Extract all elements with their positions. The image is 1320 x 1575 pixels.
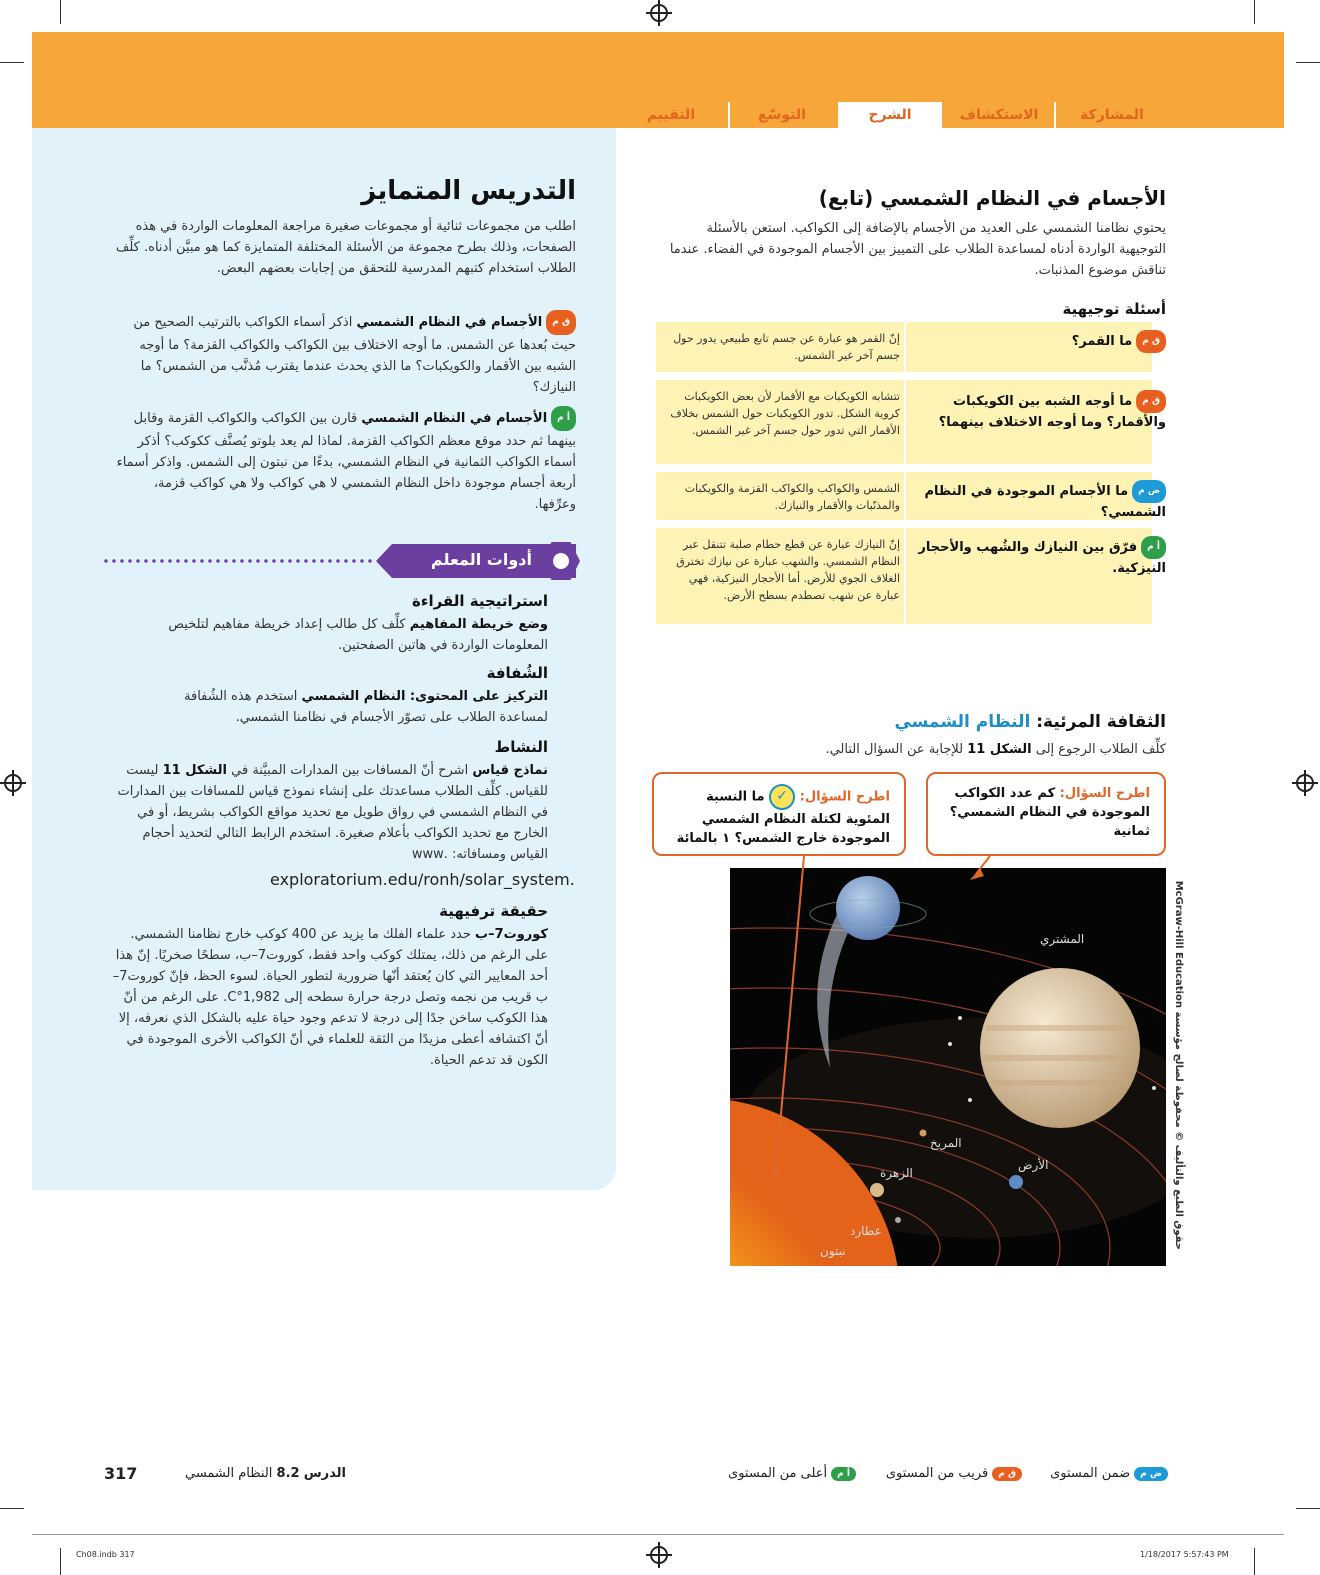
- level-badge: أ م: [831, 1467, 856, 1481]
- callout-arrows: [640, 850, 1000, 1180]
- answer-3: الشمس والكواكب والكواكب القزمة والكويكبات والمذنّبات والأقمار والنيازك.: [684, 482, 900, 512]
- transparency-body: استخدم هذه الشُفافة لمساعدة الطلاب على تصوّر الأجسام في نظامنا الشمسي.: [184, 689, 548, 725]
- dotted-divider: [102, 559, 376, 563]
- question-3: [912, 480, 1166, 522]
- answer-2: تتشابه الكويكبات مع الأقمار لأن بعض الكويكبات كروية الشكل. تدور الكويكبات حول الشمس بخلاف الأقمار التي تدور حول جسم آخر غير الشمس.: [670, 390, 900, 437]
- column-divider: [904, 322, 906, 372]
- label-mercury: عطارد: [850, 1224, 882, 1238]
- ask-text: ما النسبة المئوية لكتلة النظام الشمسي الموجودة خارج الشمس؟ ١ بالمائة: [676, 789, 890, 846]
- crop-mark: [1254, 0, 1255, 24]
- slug-line: [32, 1534, 1284, 1535]
- level-badge: أ م: [551, 406, 576, 431]
- sidebar-item-beyond: [110, 406, 576, 515]
- answer-1: إنّ القمر هو عبارة عن جسم تابع طبيعي يدور حول جسم آخر غير الشمس.: [673, 332, 900, 362]
- tab-divider: [728, 102, 730, 128]
- question-4: [912, 536, 1166, 578]
- reading-heading: استراتيجية القراءة: [411, 592, 548, 610]
- level-badge: ق م: [546, 310, 576, 335]
- level-badge: ض م: [1132, 480, 1166, 503]
- question-2: [912, 390, 1166, 432]
- visual-topic: النظام الشمسي: [894, 712, 1031, 732]
- tab-divider: [1054, 102, 1056, 128]
- exploratorium-link[interactable]: exploratorium.edu/ronh/solar_system.: [270, 870, 575, 889]
- tab-elaborate[interactable]: التوسّع: [758, 107, 806, 123]
- legend-approaching: [872, 1466, 1022, 1481]
- visual-lead: الثقافة المرئية:: [1036, 712, 1166, 732]
- crop-mark: [0, 62, 24, 63]
- instruction-a: كلِّف الطلاب الرجوع إلى: [1031, 742, 1166, 757]
- figure-ref: الشكل 11: [162, 763, 227, 778]
- instruction-b: للإجابة عن السؤال التالي.: [825, 742, 968, 757]
- ask-question-box-1: [926, 772, 1166, 856]
- label-jupiter: المشتري: [1040, 932, 1085, 946]
- crop-mark: [60, 1548, 61, 1575]
- level-badge: أ م: [1141, 536, 1166, 559]
- fun-fact-body: حدد علماء الفلك ما يزيد عن 400 كوكب خارج نظامنا الشمسي. على الرغم من ذلك، يمتلك كوكب واحد فقط، كوروت7–ب، سطحًا صخريًا. إنّ هذا أحد المعايير التي كان يُعتقد أنّها ضرورية لتطور الحياة. لسوء الحظ، فإنّ كوروت7–ب قريب من نجمه وتصل درجة حرارة سطحه إلى 1,982°C. على الرغم من أنّ هذا الكوكب ساخن جدًا إلى درجة لا تدعم وجود حياة عليه بالشكل الذي نعرفه، إلا أنّ اكتشافه أعطى مزيدًا من الثقة للعلماء في أنّ الكواكب الأخرى الموجودة في الكون قد تدعم الحياة.: [112, 927, 548, 1068]
- label-earth: الأرض: [1018, 1158, 1049, 1172]
- item-text: قارن بين الكواكب والكواكب القزمة وقابل بينهما ثم حدد موقع معظم الكواكب القزمة. لماذا لم يعد بلوتو يُصنَّف ككوكب؟ أذكر أسماء الكواكب الثمانية في النظام الشمسي، بدءًا من نبتون إلى الشمس. واذكر أسماء أربعة أجسام موجودة داخل النظام الشمسي لا هي كواكب ولا هي كواكب قزمة، وعرِّفها.: [116, 411, 576, 512]
- registration-mark: [650, 4, 668, 22]
- question-text: فرّق بين النيازك والشُهب والأحجار النيزكية.: [918, 540, 1166, 576]
- registration-mark: [1296, 774, 1314, 792]
- copyright-text: حقوق الطبع والتأليف © محفوظة لصالح مؤسسة McGraw-Hill Education: [1173, 880, 1184, 1250]
- question-1: [912, 330, 1166, 353]
- header-banner: [32, 32, 1284, 102]
- crop-mark: [1296, 62, 1320, 63]
- crop-mark: [0, 1508, 24, 1509]
- fun-fact-lead: كوروت7–ب: [475, 927, 548, 942]
- lesson-name: النظام الشمسي: [184, 1466, 273, 1481]
- activity-body: اشرح أنّ المسافات بين المدارات المبيَّنة في: [227, 763, 473, 778]
- fun-fact-heading: حقيقة ترفيهية: [439, 902, 548, 920]
- question-text: ما الأجسام الموجودة في النظام الشمسي؟: [924, 484, 1166, 520]
- level-badge: ق م: [1136, 390, 1166, 413]
- tab-engage[interactable]: المشاركة: [1080, 107, 1144, 123]
- teacher-tools-header: [380, 544, 576, 578]
- activity-body-2: ليست للقياس. كلِّف الطلاب مساعدتك على إنشاء نموذج قياس للمسافات بين المدارات في النظام الشمسي في رواق طويل مع تحديد مواقع الكواكب بشريط، أو في الخارج مع تحديد الكواكب بأعلام صغيرة. استخدم الرابط التالي لتحديد أحجام القياس ومسافاته: .www: [117, 763, 548, 862]
- crop-mark: [1254, 1548, 1255, 1575]
- lesson-number: 8.2: [276, 1466, 300, 1481]
- activity-heading: النشاط: [494, 738, 548, 756]
- crop-mark: [1296, 1508, 1320, 1509]
- legend-label: قريب من المستوى: [885, 1466, 989, 1481]
- lesson-prefix: الدرس: [303, 1466, 346, 1481]
- file-slug: Ch08.indb 317: [76, 1550, 135, 1559]
- figure-ref: الشكل 11: [967, 742, 1032, 757]
- question-text: ما أوجه الشبه بين الكويكبات والأقمار؟ وما أوجه الاختلاف بينهما؟: [938, 394, 1166, 430]
- item-lead: الأجسام في النظام الشمسي: [361, 411, 548, 426]
- label-mars: المريخ: [930, 1136, 962, 1150]
- main-intro: يحتوي نظامنا الشمسي على العديد من الأجسام بالإضافة إلى الكواكب. استعن بالأسئلة التوجيهية الواردة أدناه لمساعدة الطلاب على التمييز بين الأجسام الموجودة في الفضاء. عندما تناقش موضوع المذنبات.: [669, 221, 1166, 278]
- crop-mark: [60, 0, 61, 24]
- visual-instruction: [660, 742, 1166, 757]
- tab-evaluate[interactable]: التقييم: [646, 107, 696, 123]
- level-badge: ض م: [1134, 1467, 1168, 1481]
- column-divider: [904, 528, 906, 624]
- answer-4: إنّ النيازك عبارة عن قطع حطام صلبة تتنقل عبر النظام الشمسي. والشهب عبارة عن نيازك تخترق الغلاف الجوي للأرض. أما الأحجار النيزكية، فهي عبارة عن شهب تصطدم بسطح الأرض.: [676, 538, 900, 602]
- transparency-lead: التركيز على المحتوى: النظام الشمسي: [301, 689, 548, 704]
- transparency-text: [150, 686, 548, 728]
- legend-label: أعلى من المستوى: [728, 1466, 828, 1481]
- registration-mark: [650, 1546, 668, 1564]
- tab-explain[interactable]: الشرح: [838, 102, 942, 128]
- activity-lead: نماذج قياس: [472, 763, 548, 778]
- ask-label: اطرح السؤال:: [1059, 786, 1150, 801]
- page-number: 317: [104, 1464, 138, 1483]
- level-badge: ق م: [1136, 330, 1166, 353]
- checkmark-icon: ✓: [769, 784, 795, 810]
- ask-label: اطرح السؤال:: [799, 789, 890, 805]
- lesson-footer: [160, 1466, 346, 1481]
- sidebar-title: التدريس المتمايز: [361, 176, 576, 206]
- sidebar-intro: اطلب من مجموعات ثنائية أو مجموعات صغيرة مراجعة المعلومات الواردة في هذه الصفحات، وذلك بطرح مجموعة من الأسئلة المختلفة المتمايزة كما هو مبيَّن أدناه. كلِّف الطلاب استخدام كتبهم المدرسية للتحقق من إجابات بعضهم البعض.: [115, 219, 576, 276]
- guiding-heading: أسئلة توجيهية: [1062, 300, 1166, 318]
- ask-text: كم عدد الكواكب الموجودة في النظام الشمسي؟ ثمانية: [949, 786, 1150, 839]
- legend-label: ضمن المستوى: [1050, 1466, 1131, 1481]
- question-text: ما القمر؟: [1071, 334, 1133, 349]
- reading-text: [150, 614, 548, 656]
- date-slug: 1/18/2017 5:57:43 PM: [1140, 1550, 1229, 1559]
- registration-mark: [4, 774, 22, 792]
- teacher-tools-label: أدوات المعلم: [430, 550, 532, 569]
- item-text: اذكر أسماء الكواكب بالترتيب الصحيح من حيث بُعدها عن الشمس. ما أوجه الاختلاف بين الكواكب والكواكب القزمة؟ ما أوجه الشبه بين الأقمار والكويكبات؟ ما الذي يحدث عندما يقترب مُذنَّب من الشمس؟ ما النيازك؟: [133, 315, 576, 395]
- activity-text: [110, 760, 548, 865]
- legend-beyond: [704, 1466, 856, 1481]
- fun-fact-text: [110, 924, 548, 1071]
- item-lead: الأجسام في النظام الشمسي: [356, 315, 543, 330]
- page-title: الأجسام في النظام الشمسي (تابع): [818, 186, 1166, 210]
- copyright-credit: [1170, 880, 1200, 1250]
- level-badge: ق م: [992, 1467, 1022, 1481]
- column-divider: [904, 472, 906, 520]
- legend-on-level: [1040, 1466, 1168, 1481]
- label-neptune: نبتون: [820, 1244, 846, 1258]
- reading-body: كلِّف كل طالب إعداد خريطة مفاهيم لتلخيص المعلومات الواردة في هاتين الصفحتين.: [168, 617, 548, 653]
- visual-literacy-heading: [760, 712, 1166, 732]
- label-venus: الزهرة: [880, 1166, 913, 1180]
- reading-lead: وضع خريطة المفاهيم: [409, 617, 548, 632]
- tab-explore[interactable]: الاستكشاف: [959, 107, 1039, 123]
- sidebar-item-approaching: [110, 310, 576, 398]
- ask-question-box-2: [652, 772, 906, 856]
- transparency-heading: الشُفافة: [486, 664, 548, 682]
- column-divider: [904, 380, 906, 464]
